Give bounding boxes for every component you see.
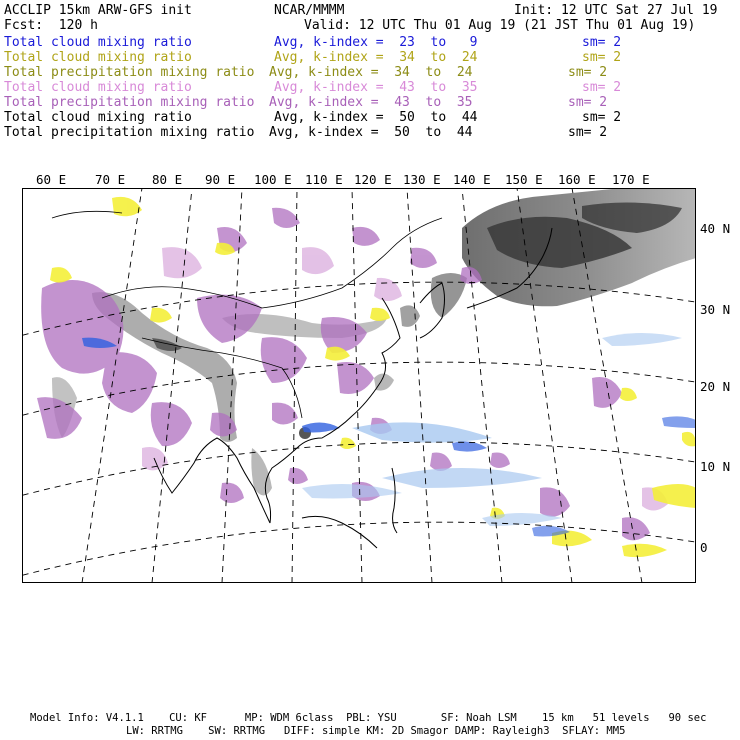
lon-label-110e: 110 E: [305, 172, 343, 187]
lon-label-160e: 160 E: [558, 172, 596, 187]
legend-avg-2: Avg, k-index = 34 to 24: [274, 50, 478, 65]
lat-label-30n: 30 N: [700, 302, 731, 317]
legend-field-1: Total cloud mixing ratio: [4, 35, 192, 50]
legend-avg-3: Avg, k-index = 34 to 24: [269, 65, 473, 80]
legend-field-3: Total precipitation mixing ratio: [4, 65, 255, 80]
legend-field-5: Total precipitation mixing ratio: [4, 95, 255, 110]
lon-label-90e: 90 E: [205, 172, 236, 187]
legend-sm-3: sm= 2: [568, 65, 608, 80]
lon-label-80e: 80 E: [152, 172, 183, 187]
legend-field-7: Total precipitation mixing ratio: [4, 125, 255, 140]
lon-label-60e: 60 E: [36, 172, 67, 187]
lat-label-20n: 20 N: [700, 379, 731, 394]
init-time: Init: 12 UTC Sat 27 Jul 19: [514, 3, 718, 18]
lon-label-150e: 150 E: [505, 172, 543, 187]
legend-sm-5: sm= 2: [568, 95, 608, 110]
legend-avg-6: Avg, k-index = 50 to 44: [274, 110, 478, 125]
legend-sm-6: sm= 2: [582, 110, 622, 125]
legend-avg-4: Avg, k-index = 43 to 35: [274, 80, 478, 95]
legend-avg-5: Avg, k-index = 43 to 35: [269, 95, 473, 110]
legend-field-6: Total cloud mixing ratio: [4, 110, 192, 125]
model-info-line-2: LW: RRTMG SW: RRTMG DIFF: simple KM: 2D Smagor DAMP: Rayleigh3 SFLAY: MM5: [126, 725, 626, 737]
legend-sm-4: sm= 2: [582, 80, 622, 95]
lon-label-70e: 70 E: [95, 172, 126, 187]
lon-label-170e: 170 E: [612, 172, 650, 187]
lon-label-140e: 140 E: [453, 172, 491, 187]
lon-label-100e: 100 E: [254, 172, 292, 187]
lon-label-130e: 130 E: [403, 172, 441, 187]
lon-label-120e: 120 E: [354, 172, 392, 187]
legend-avg-1: Avg, k-index = 23 to 9: [274, 35, 478, 50]
model-info-line-1: Model Info: V4.1.1 CU: KF MP: WDM 6class PBL: YSU SF: Noah LSM 15 km 51 levels 90 sec: [30, 712, 707, 724]
valid-time: Valid: 12 UTC Thu 01 Aug 19 (21 JST Thu 01 Aug 19): [304, 18, 696, 33]
lat-label-0: 0: [700, 540, 708, 555]
map-panel: [22, 188, 696, 583]
legend-field-2: Total cloud mixing ratio: [4, 50, 192, 65]
forecast-hour: Fcst: 120 h: [4, 18, 98, 33]
legend-field-4: Total cloud mixing ratio: [4, 80, 192, 95]
organization-label: NCAR/MMMM: [274, 3, 345, 18]
lat-label-40n: 40 N: [700, 221, 731, 236]
map-title: ACCLIP 15km ARW-GFS init: [4, 3, 192, 18]
lat-label-10n: 10 N: [700, 459, 731, 474]
legend-sm-1: sm= 2: [582, 35, 622, 50]
legend-sm-2: sm= 2: [582, 50, 622, 65]
legend-sm-7: sm= 2: [568, 125, 608, 140]
legend-avg-7: Avg, k-index = 50 to 44: [269, 125, 473, 140]
